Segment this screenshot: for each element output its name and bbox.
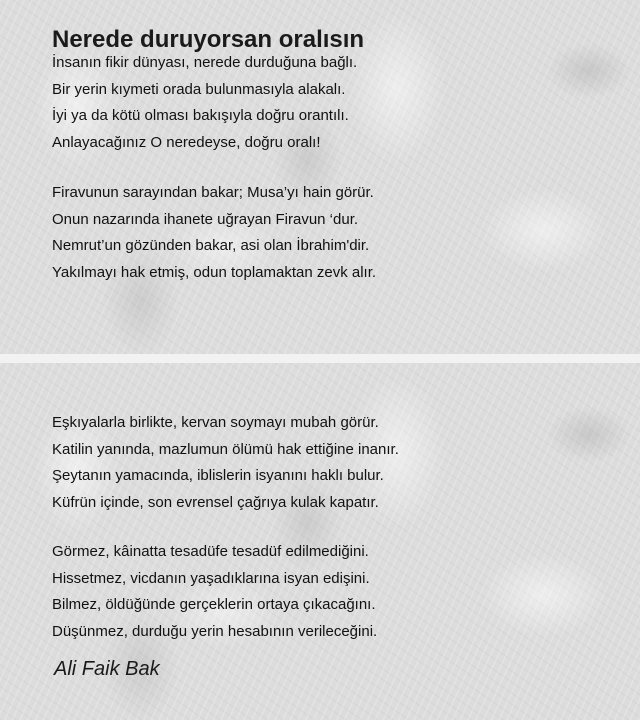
- stanza-2: [52, 180, 376, 286]
- poem-line: Küfrün içinde, son evrensel çağrıya kulak kapatır.: [52, 493, 379, 511]
- poem-line: Görmez, kâinatta tesadüfe tesadüf edilmediğini.: [52, 543, 369, 560]
- panel-divider: [0, 354, 640, 363]
- poem-line: Firavunun sarayından bakar; Musa’yı hain görür.: [52, 184, 374, 201]
- poem-card-top: [0, 0, 640, 354]
- poem-line: Bilmez, öldüğünde gerçeklerin ortaya çıkacağını.: [52, 596, 376, 613]
- poem-author: Ali Faik Bak: [54, 658, 160, 680]
- poem-line: Onun nazarında ihanete uğrayan Firavun ‘dur.: [52, 210, 359, 228]
- poem-line: Yakılmayı hak etmiş, odun toplamaktan zevk alır.: [52, 263, 377, 281]
- stanza-1: [52, 50, 357, 156]
- poem-line: Hissetmez, vicdanın yaşadıklarına isyan edişini.: [52, 569, 370, 587]
- poem-line: Katilin yanında, mazlumun ölümü hak ettiğine inanır.: [52, 440, 399, 458]
- stanza-4: [52, 539, 377, 645]
- stanza-3: [52, 410, 399, 516]
- poem-line: Anlayacağınız O neredeyse, doğru oralı!: [52, 133, 321, 151]
- poem-line: İnsanın fikir dünyası, nerede durduğuna bağlı.: [52, 54, 358, 71]
- poem-line: Bir yerin kıymeti orada bulunmasıyla alakalı.: [52, 80, 346, 98]
- poem-title: Nerede duruyorsan oralısın: [52, 26, 365, 54]
- poem-line: Şeytanın yamacında, iblislerin isyanını haklı bulur.: [52, 467, 384, 484]
- poem-line: Nemrut’un gözünden bakar, asi olan İbrahim'dir.: [52, 237, 370, 254]
- poem-line: Eşkıyalarla birlikte, kervan soymayı mubah görür.: [52, 414, 379, 431]
- poem-line: Düşünmez, durduğu yerin hesabının verileceğini.: [52, 622, 378, 640]
- poem-line: İyi ya da kötü olması bakışıyla doğru orantılı.: [52, 107, 349, 124]
